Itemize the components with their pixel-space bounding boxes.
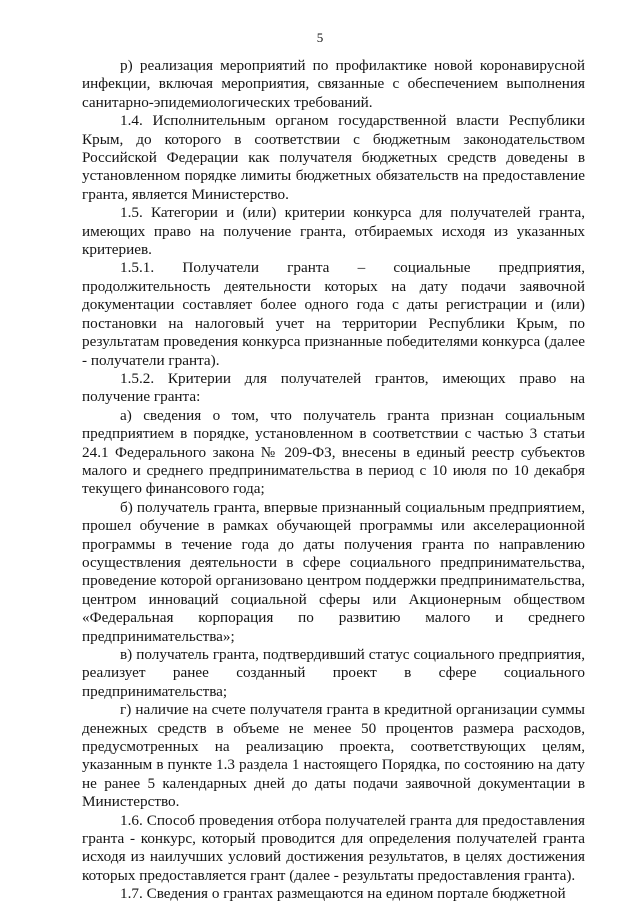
paragraph-1-7: 1.7. Сведения о грантах размещаются на едином портале бюджетной: [120, 885, 566, 903]
paragraph-1-5-2: 1.5.2. Критерии для получателей грантов, имеющих право на получение гранта:: [82, 369, 585, 406]
paragraph-1-5-1: 1.5.1. Получатели гранта – социальные предприятия, продолжительность деятельности которых на дату подачи заявочной документации составляет более одного года с даты регистрации и (или) постановки на налоговый учет на территории Республики Крым, по результатам проведения конкурса признанные победителями конкурса (далее - получатели гранта).: [82, 259, 585, 369]
document-body: [82, 57, 585, 904]
paragraph-item-v: в) получатель гранта, подтвердивший статус социального предприятия, реализует ранее созданный проект в сфере социального предпринимательства;: [82, 646, 585, 700]
paragraph-item-b: б) получатель гранта, впервые признанный социальным предприятием, прошел обучение в рамках обучающей программы или акселерационной программы в течение года до даты получения гранта по направлению осуществления деятельности в сфере социального предпринимательства, проведение которой организовано центром поддержки предпринимательства, центром инноваций социальной сферы или Акционерным обществом «Федеральная корпорация по развитию малого и среднего предпринимательства»;: [82, 498, 585, 645]
paragraph-1-5: 1.5. Категории и (или) критерии конкурса для получателей гранта, имеющих право на получение гранта, отбираемых исходя из указанных критериев.: [82, 204, 585, 259]
paragraph-1-6: 1.6. Способ проведения отбора получателей гранта для предоставления гранта - конкурс, который проводится для определения получателей гранта исходя из наилучших условий достижения результатов, в целях достижения которых предоставляется грант (далее - результаты предоставления гранта).: [82, 811, 585, 884]
paragraph-item-r: р) реализация мероприятий по профилактике новой коронавирусной инфекции, включая мероприятия, связанные с обеспечением выполнения санитарно-эпидемиологических требований.: [82, 57, 585, 111]
paragraph-1-4: 1.4. Исполнительным органом государственной власти Республики Крым, до которого в соответствии с бюджетным законодательством Российской Федерации как получателя бюджетных средств доведены в установленном порядке лимиты бюджетных обязательств на предоставление гранта, является Министерство.: [82, 112, 585, 203]
page-number: 5: [316, 30, 324, 45]
paragraph-item-a: а) сведения о том, что получатель гранта признан социальным предприятием в порядке, установленном в соответствии с частью 3 статьи 24.1 Федерального закона № 209-ФЗ, внесены в единый реестр субъектов малого и среднего предпринимательства в период с 10 июля по 10 декабря текущего финансового года;: [82, 406, 585, 498]
paragraph-item-g: г) наличие на счете получателя гранта в кредитной организации суммы денежных средств в объеме не менее 50 процентов размера расходов, предусмотренных на реализацию проекта, соответствующих целям, указанным в пункте 1.3 раздела 1 настоящего Порядка, по состоянию на дату не ранее 5 календарных дней до даты подачи заявочной документации в Министерство.: [82, 701, 585, 811]
